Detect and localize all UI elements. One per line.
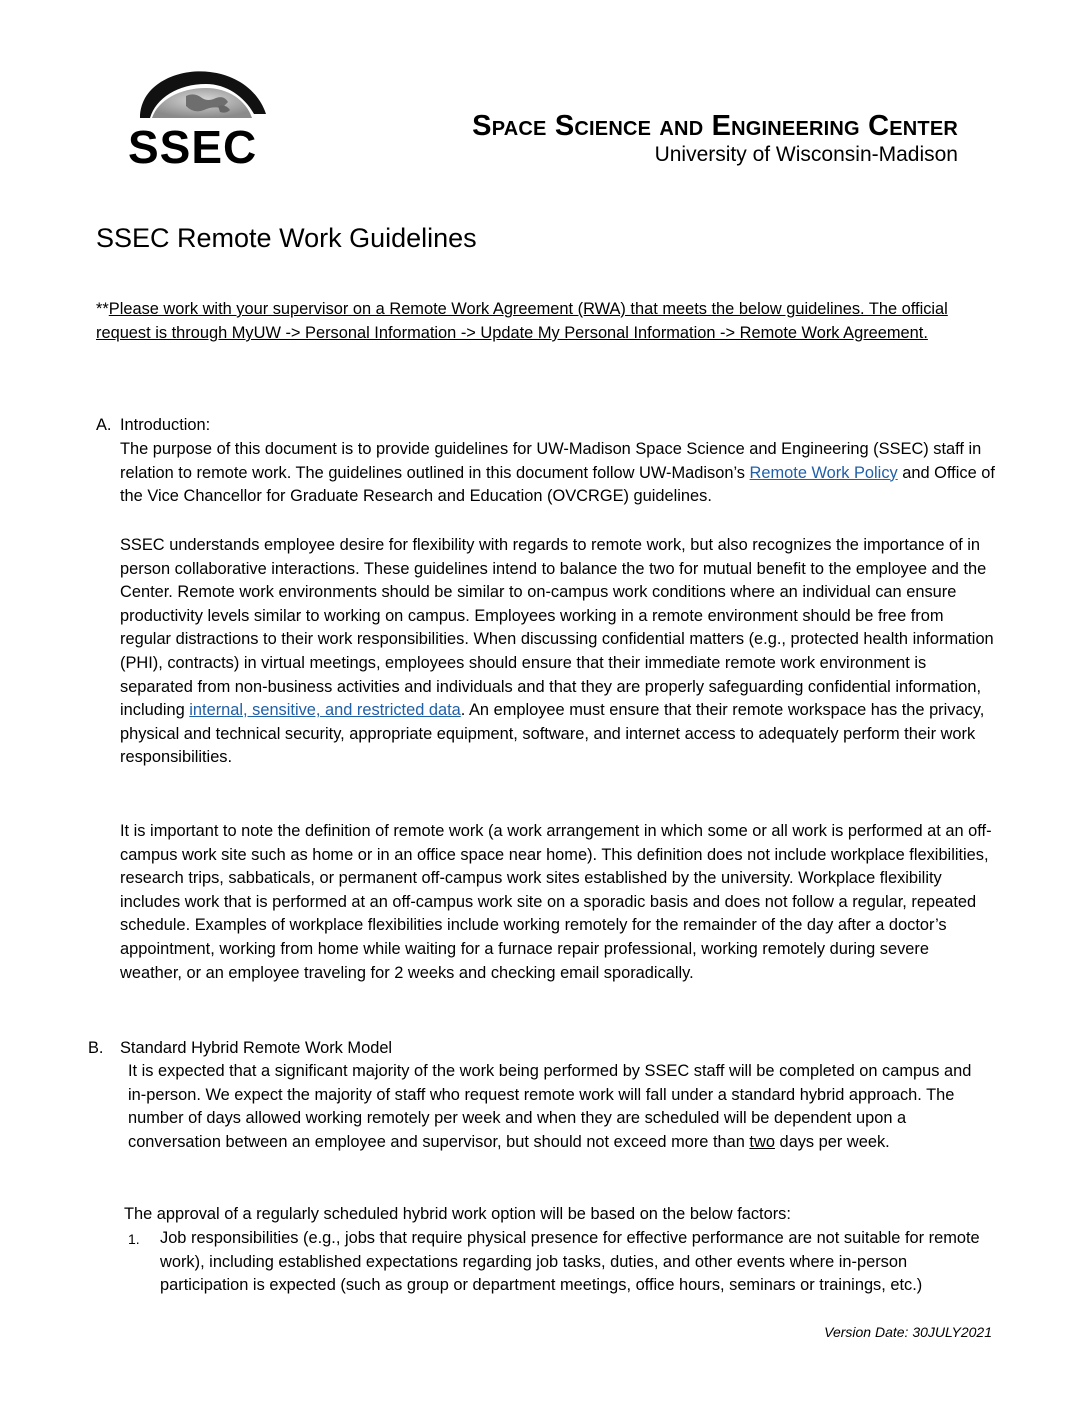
paragraph-text: The purpose of this document is to provide guidelines for UW-Madison Space Science and Engineering (SSEC) staff in relation to remote work. The guidelines outlined in this document follow UW-Madison’s (120, 440, 982, 482)
section-a-label: A. (96, 416, 112, 434)
version-date: Version Date: 30JULY2021 (824, 1324, 992, 1340)
header-block (472, 110, 958, 167)
section-b-paragraph-2: The approval of a regularly scheduled hybrid work option will be based on the below factors: (124, 1205, 791, 1223)
paragraph-text: It is expected that a significant majority of the work being performed by SSEC staff will be completed on campus and in-person. We expect the majority of staff who request remote work will fall under a standard hybrid approach. The number of days allowed working remotely per week and when they are scheduled will be dependent upon a conversation between an employee and supervisor, but should not exceed more than (128, 1062, 972, 1151)
notice-text: Please work with your supervisor on a Remote Work Agreement (RWA) that meets the below guidelines. The official request is through MyUW -> Personal Information -> Update My Personal Information -> Remote Work Agreement. (96, 300, 948, 342)
paragraph-text: . An employee must ensure that their remote workspace has the privacy, physical and technical security, appropriate equipment, software, and internet access to adequately perform their work responsibilities. (120, 701, 985, 767)
paragraph-text: days per week. (774, 1132, 890, 1151)
logo-text: SSEC (128, 121, 258, 173)
section-a-paragraph-3: It is important to note the definition of remote work (a work arrangement in which some or all work is performed at an off-campus work site such as home or in an office space near home). This definition does not include workplace flexibilities, research trips, sabbaticals, or permanent off-campus work sites established by the university. Workplace flexibility includes work that is performed at an off-campus work site on a sporadic basis and does not follow a regular, repeated schedule. Examples of workplace flexibilities include working remotely for the remainder of the day after a doctor’s appointment, working from home while waiting for a furnace repair professional, working remotely during severe weather, or an employee traveling for 2 weeks and checking email sporadically. (120, 822, 992, 982)
remote-work-policy-link[interactable]: Remote Work Policy (749, 463, 898, 482)
paragraph-text: SSEC understands employee desire for flexibility with regards to remote work, but also recognizes the importance of in person collaborative interactions. These guidelines intend to balance the two for mutual benefit to the employee and the Center. Remote work environments should be similar to on-campus work conditions where an individual can ensure productivity levels similar to working on campus. Employees working in a remote environment should be free from regular distractions to their work responsibilities. When discussing confidential matters (e.g., protected health information (PHI), contracts) in virtual meetings, employees should ensure that their immediate remote work environment is separated from non-business activities and individuals and that they are properly safeguarding confidential information, including (120, 536, 994, 720)
page-title: SSEC Remote Work Guidelines (96, 223, 477, 253)
center-name: Space Science and Engineering Center (472, 110, 958, 142)
rwa-notice (96, 297, 996, 345)
restricted-data-link[interactable]: internal, sensitive, and restricted data (189, 701, 461, 720)
section-b-heading: Standard Hybrid Remote Work Model (120, 1039, 393, 1057)
section-b-paragraph-1 (128, 1060, 993, 1154)
notice-prefix: ** (96, 300, 109, 318)
ssec-logo (126, 66, 272, 173)
section-b-label: B. (88, 1039, 104, 1057)
section-a-heading: Introduction: (120, 416, 211, 434)
section-a-paragraph-2 (120, 534, 995, 770)
university-name: University of Wisconsin-Madison (654, 143, 958, 166)
list-item-number: 1. (128, 1231, 140, 1247)
paragraph-text: and Office of the Vice Chancellor for Graduate Research and Education (OVCRGE) guidelines. (120, 463, 995, 506)
underlined-word: two (749, 1132, 775, 1151)
section-a-paragraph-1 (120, 438, 995, 509)
list-item: Job responsibilities (e.g., jobs that require physical presence for effective performance are not suitable for remote work), including established expectations regarding job tasks, duties, and other events where in-person participation is expected (such as group or department meetings, office hours, seminars or trainings, etc.) (160, 1229, 980, 1295)
